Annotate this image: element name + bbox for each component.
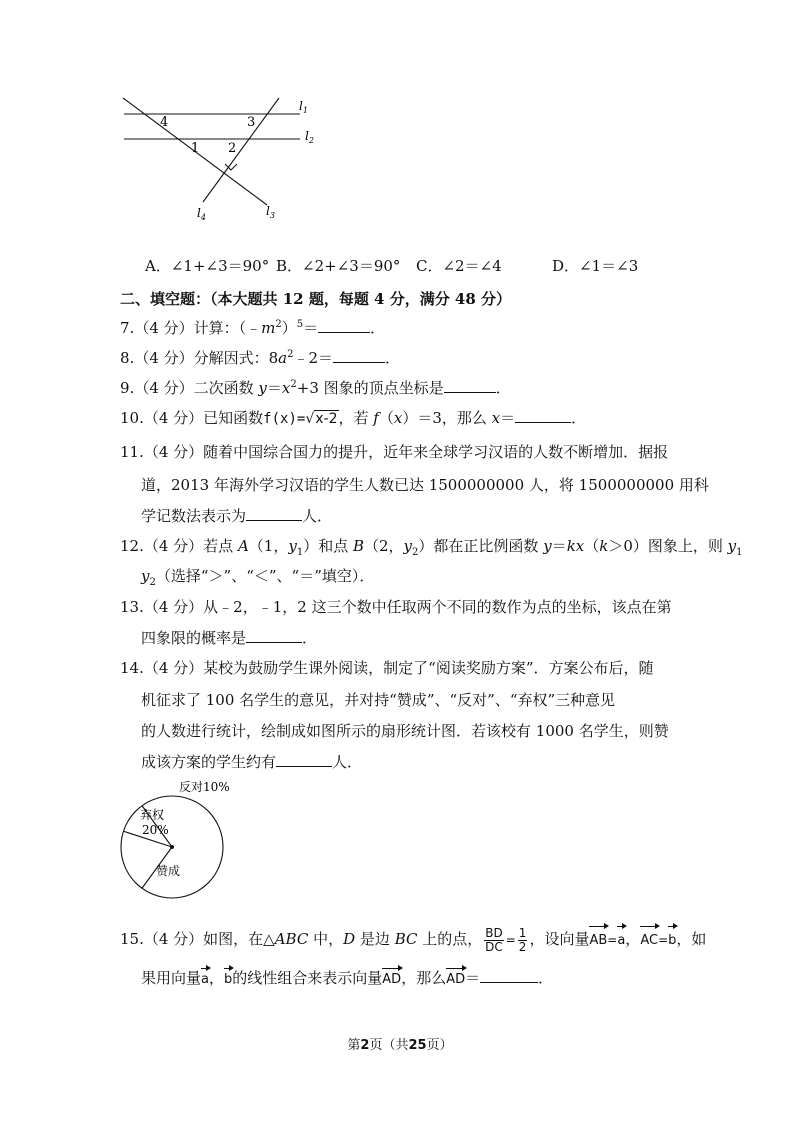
question-13-line-2: 四象限的概率是 ． (141, 629, 318, 647)
label-l3: $l_3$ (266, 204, 275, 220)
question-13-line-1: 13.（4 分）从﹣2，﹣1，2 这三个数中任取两个不同的数作为点的坐标，该点在第 (120, 598, 672, 616)
question-7: 7.（4 分）计算：$(﹣m^2)^5=$ ． (120, 319, 386, 337)
q6-option-d: D．∠1＝∠3 (552, 257, 639, 275)
question-12-line-2: $y_2$（选择“＞”、“＜”、“＝”填空）． (141, 567, 375, 588)
fraction-bd-dc: $\frac{BD}{DC}$ (485, 925, 503, 954)
q6-option-a: A．∠1+∠3＝90° (145, 257, 270, 275)
q6-option-c: C．∠2＝∠4 (416, 257, 502, 275)
question-14-line-2: 机征求了 100 名学生的意见，并对持“赞成”、“反对”、“弃权”三种意见 (141, 691, 616, 709)
parallel-lines-figure (115, 90, 325, 230)
angle-4-label: 4 (160, 115, 169, 130)
pie-chart (115, 775, 235, 905)
fraction-one-half: $\frac{1}{2}$ (518, 925, 527, 954)
question-11-line-3: 学记数法表示为 人． (141, 507, 333, 525)
answer-blank (515, 408, 571, 423)
answer-blank (444, 378, 496, 393)
answer-blank (246, 506, 302, 521)
label-l1: $l_1$ (299, 99, 308, 115)
question-14-line-1: 14.（4 分）某校为鼓励学生课外阅读，制定了“阅读奖励方案”．方案公布后，随 (120, 659, 654, 677)
label-l2: $l_2$ (305, 129, 314, 145)
question-8: 8.（4 分）分解因式：$8a^2﹣2=$ ． (120, 349, 401, 367)
page-footer: 第2页（共25页） (347, 1038, 453, 1053)
answer-blank (246, 628, 302, 643)
question-11-line-2: 道，2013 年海外学习汉语的学生人数已达 1500000000 人，将 1500000000 用科 (141, 476, 709, 494)
question-14-line-4: 成该方案的学生约有 人． (141, 753, 363, 771)
answer-blank (333, 348, 385, 363)
answer-blank (318, 318, 370, 333)
pie-center-dot (170, 845, 174, 849)
q6-option-b: B．∠2+∠3＝90° (276, 257, 401, 275)
label-abstain-pct: 20% (142, 823, 169, 837)
question-14-line-3: 的人数进行统计，绘制成如图所示的扇形统计图．若该校有 1000 名学生，则赞 (141, 722, 669, 740)
label-against: 反对10% (179, 780, 230, 794)
angle-1-label: 1 (191, 141, 200, 156)
label-abstain: 弃权 (140, 808, 165, 822)
question-12-line-1: 12.（4 分）若点 A（1，$y_1$）和点 B（2，$y_2$）都在正比例函数 y＝kx（k＞0）图象上，则 $y_1$ (120, 537, 743, 558)
question-11-line-1: 11.（4 分）随着中国综合国力的提升，近年来全球学习汉语的人数不断增加．据报 (120, 443, 669, 461)
section-2-title: 二、填空题：（本大题共 12 题，每题 4 分，满分 48 分） (120, 290, 512, 308)
question-9: 9.（4 分）二次函数 $y=x^2+3$ 图象的顶点坐标是 ． (120, 379, 511, 397)
angle-3-label: 3 (247, 115, 256, 130)
answer-blank (276, 752, 332, 767)
question-10: 10.（4 分）已知函数f(x)=√x-2，若 f（x）＝3，那么 x＝ ． (120, 409, 587, 427)
question-15-line-1: 15.（4 分）如图，在△ABC 中，D 是边 BC 上的点， $\frac{BD}{DC}$ = $\frac{1}{2}$ ，设向量AB=a，AC=b，如 (120, 925, 707, 954)
question-15-line-2: 果用向量a，b的线性组合来表示向量AD，那么AD＝ ． (141, 968, 553, 990)
angle-2-label: 2 (228, 141, 237, 156)
answer-blank (480, 968, 538, 983)
label-approve: 赞成 (156, 864, 181, 878)
label-l4: $l_4$ (197, 206, 206, 222)
